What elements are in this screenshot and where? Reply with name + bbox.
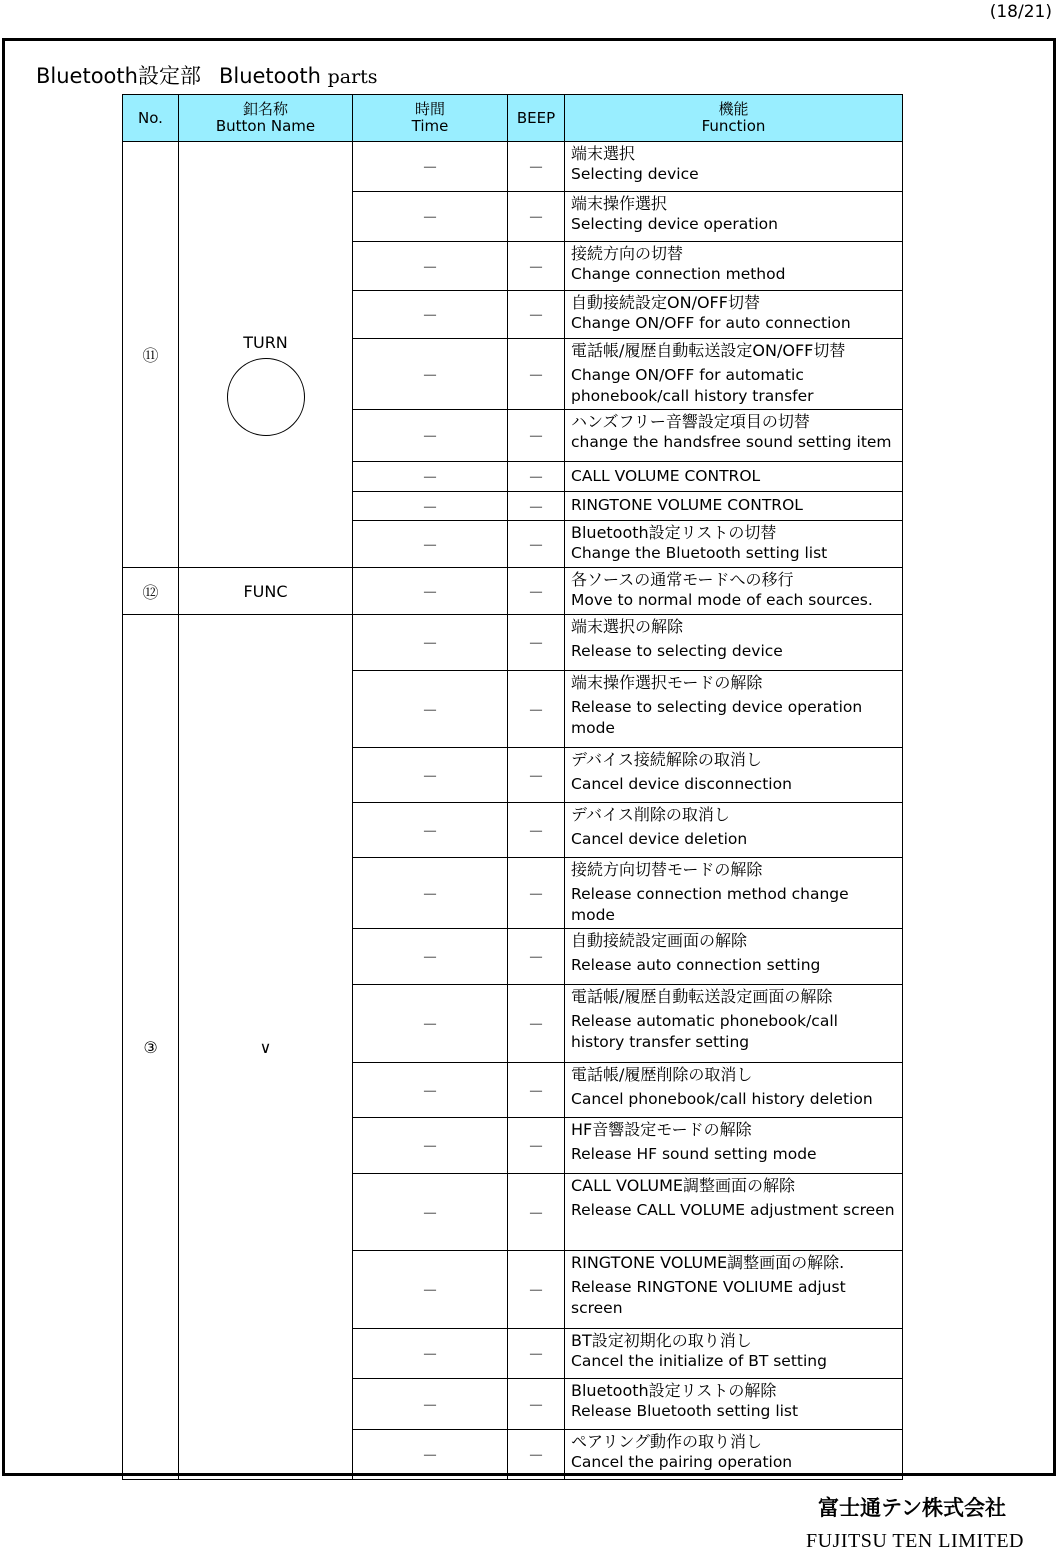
function-cell <box>565 142 903 192</box>
function-cell <box>565 929 903 985</box>
beep-cell: － <box>508 568 565 615</box>
time-cell: － <box>353 291 508 339</box>
function-cell <box>565 748 903 803</box>
beep-cell: － <box>508 1329 565 1379</box>
function-ja: ハンズフリー音響設定項目の切替 <box>571 412 810 431</box>
function-cell <box>565 985 903 1063</box>
function-ja: CALL VOLUME調整画面の解除 <box>571 1176 796 1195</box>
function-en: Change connection method <box>571 265 786 283</box>
section-title-ja: Bluetooth設定部 <box>36 64 201 88</box>
function-ja: 電話帳/履歴自動転送設定画面の解除 <box>571 987 833 1006</box>
function-cell <box>565 462 903 492</box>
row-number: ⑫ <box>123 568 179 615</box>
function-cell <box>565 1174 903 1251</box>
time-cell: － <box>353 615 508 671</box>
function-en: Move to normal mode of each sources. <box>571 591 873 609</box>
function-cell <box>565 1430 903 1480</box>
function-cell <box>565 803 903 858</box>
function-cell <box>565 521 903 568</box>
function-en: Release automatic phonebook/call history transfer setting <box>571 1012 838 1051</box>
time-cell: － <box>353 521 508 568</box>
time-cell: － <box>353 803 508 858</box>
beep-cell: － <box>508 1118 565 1174</box>
time-cell: － <box>353 492 508 521</box>
function-cell <box>565 1063 903 1118</box>
beep-cell: － <box>508 291 565 339</box>
time-cell: － <box>353 671 508 748</box>
table-row <box>123 615 903 671</box>
function-cell <box>565 671 903 748</box>
function-en: Cancel device deletion <box>571 830 748 848</box>
function-ja: Bluetooth設定リストの切替 <box>571 523 777 542</box>
table-row <box>123 142 903 192</box>
function-cell <box>565 1251 903 1329</box>
function-ja: 電話帳/履歴削除の取消し <box>571 1065 753 1084</box>
beep-cell: － <box>508 615 565 671</box>
beep-cell: － <box>508 410 565 462</box>
function-en: Selecting device <box>571 165 699 183</box>
function-cell <box>565 410 903 462</box>
time-cell: － <box>353 410 508 462</box>
function-en: Cancel the pairing operation <box>571 1453 793 1471</box>
function-cell <box>565 291 903 339</box>
function-en: RINGTONE VOLUME CONTROL <box>571 496 803 514</box>
time-cell: － <box>353 985 508 1063</box>
function-cell <box>565 192 903 242</box>
function-en: Release Bluetooth setting list <box>571 1402 799 1420</box>
function-en: Release auto connection setting <box>571 956 821 974</box>
beep-cell: － <box>508 339 565 410</box>
function-ja: 接続方向の切替 <box>571 244 684 263</box>
function-ja: 各ソースの通常モードへの移行 <box>571 570 794 589</box>
button-name-label: TURN <box>243 333 288 352</box>
time-cell: － <box>353 192 508 242</box>
function-ja: 端末選択の解除 <box>571 617 684 636</box>
function-ja: 電話帳/履歴自動転送設定ON/OFF切替 <box>571 341 846 360</box>
time-cell: － <box>353 929 508 985</box>
time-cell: － <box>353 1063 508 1118</box>
beep-cell: － <box>508 242 565 291</box>
function-en: Release connection method change mode <box>571 885 849 924</box>
beep-cell: － <box>508 462 565 492</box>
function-en: Release to selecting device operation mode <box>571 698 863 737</box>
function-en: Selecting device operation <box>571 215 778 233</box>
beep-cell: － <box>508 492 565 521</box>
time-cell: － <box>353 339 508 410</box>
function-en: Change ON/OFF for automatic phonebook/call history transfer <box>571 366 814 405</box>
function-ja: 端末操作選択 <box>571 194 668 213</box>
company-name-en: FUJITSU TEN LIMITED <box>805 1530 1024 1552</box>
beep-cell: － <box>508 1251 565 1329</box>
page-number: (18/21) <box>989 2 1052 22</box>
beep-cell: － <box>508 985 565 1063</box>
header-no: No. <box>123 95 179 142</box>
function-en: Cancel phonebook/call history deletion <box>571 1090 873 1108</box>
section-title-en: Bluetooth <box>218 64 321 88</box>
function-ja: BT設定初期化の取り消し <box>571 1331 752 1350</box>
function-cell <box>565 339 903 410</box>
beep-cell: － <box>508 142 565 192</box>
time-cell: － <box>353 1118 508 1174</box>
time-cell: － <box>353 242 508 291</box>
function-ja: デバイス接続解除の取消し <box>571 750 762 769</box>
function-en: Change the Bluetooth setting list <box>571 544 828 562</box>
row-number: ③ <box>123 615 179 1480</box>
function-ja: ペアリング動作の取り消し <box>571 1432 763 1451</box>
company-name-ja: 富士通テン株式会社 <box>818 1496 1006 1520</box>
section-title-parts: parts <box>327 66 378 88</box>
header-time: 時間 Time <box>353 95 508 142</box>
function-cell <box>565 242 903 291</box>
function-en: change the handsfree sound setting item <box>571 433 892 451</box>
time-cell: － <box>353 142 508 192</box>
function-cell <box>565 858 903 929</box>
beep-cell: － <box>508 929 565 985</box>
beep-cell: － <box>508 192 565 242</box>
bluetooth-button-table <box>122 94 903 1480</box>
header-beep: BEEP <box>508 95 565 142</box>
beep-cell: － <box>508 1174 565 1251</box>
beep-cell: － <box>508 803 565 858</box>
function-cell <box>565 1118 903 1174</box>
function-cell <box>565 615 903 671</box>
button-name-cell: ∨ <box>179 615 353 1480</box>
header-function: 機能 Function <box>565 95 903 142</box>
beep-cell: － <box>508 858 565 929</box>
time-cell: － <box>353 462 508 492</box>
table-row <box>123 568 903 615</box>
function-ja: 端末操作選択モードの解除 <box>571 673 763 692</box>
time-cell: － <box>353 858 508 929</box>
time-cell: － <box>353 1329 508 1379</box>
function-ja: RINGTONE VOLUME調整画面の解除. <box>571 1253 845 1272</box>
beep-cell: － <box>508 1379 565 1430</box>
function-ja: Bluetooth設定リストの解除 <box>571 1381 777 1400</box>
function-en: Release CALL VOLUME adjustment screen <box>571 1201 895 1219</box>
function-en: CALL VOLUME CONTROL <box>571 466 761 485</box>
function-ja: 自動接続設定画面の解除 <box>571 931 748 950</box>
function-ja: 自動接続設定ON/OFF切替 <box>571 293 760 312</box>
function-en: Release to selecting device <box>571 642 783 660</box>
time-cell: － <box>353 568 508 615</box>
function-cell <box>565 1329 903 1379</box>
function-en: Cancel the initialize of BT setting <box>571 1352 827 1370</box>
time-cell: － <box>353 748 508 803</box>
function-ja: HF音響設定モードの解除 <box>571 1120 752 1139</box>
beep-cell: － <box>508 748 565 803</box>
function-ja: 接続方向切替モードの解除 <box>571 860 763 879</box>
header-button-name: 釦名称 Button Name <box>179 95 353 142</box>
function-cell <box>565 568 903 615</box>
row-number: ⑪ <box>123 142 179 568</box>
time-cell: － <box>353 1379 508 1430</box>
function-en: Release HF sound setting mode <box>571 1145 817 1163</box>
button-name-cell: FUNC <box>179 568 353 615</box>
function-cell <box>565 492 903 521</box>
beep-cell: － <box>508 1063 565 1118</box>
time-cell: － <box>353 1174 508 1251</box>
beep-cell: － <box>508 521 565 568</box>
function-cell <box>565 1379 903 1430</box>
function-ja: デバイス削除の取消し <box>571 805 730 824</box>
function-en: Cancel device disconnection <box>571 775 792 793</box>
button-name-cell <box>179 142 353 568</box>
function-en: Release RINGTONE VOLIUME adjust screen <box>571 1278 846 1317</box>
beep-cell: － <box>508 671 565 748</box>
rotary-knob-icon <box>227 358 305 436</box>
time-cell: － <box>353 1251 508 1329</box>
section-title <box>36 60 378 90</box>
table-header-row <box>123 95 903 142</box>
function-en: Change ON/OFF for auto connection <box>571 314 851 332</box>
time-cell: － <box>353 1430 508 1480</box>
beep-cell: － <box>508 1430 565 1480</box>
function-ja: 端末選択 <box>571 144 636 163</box>
